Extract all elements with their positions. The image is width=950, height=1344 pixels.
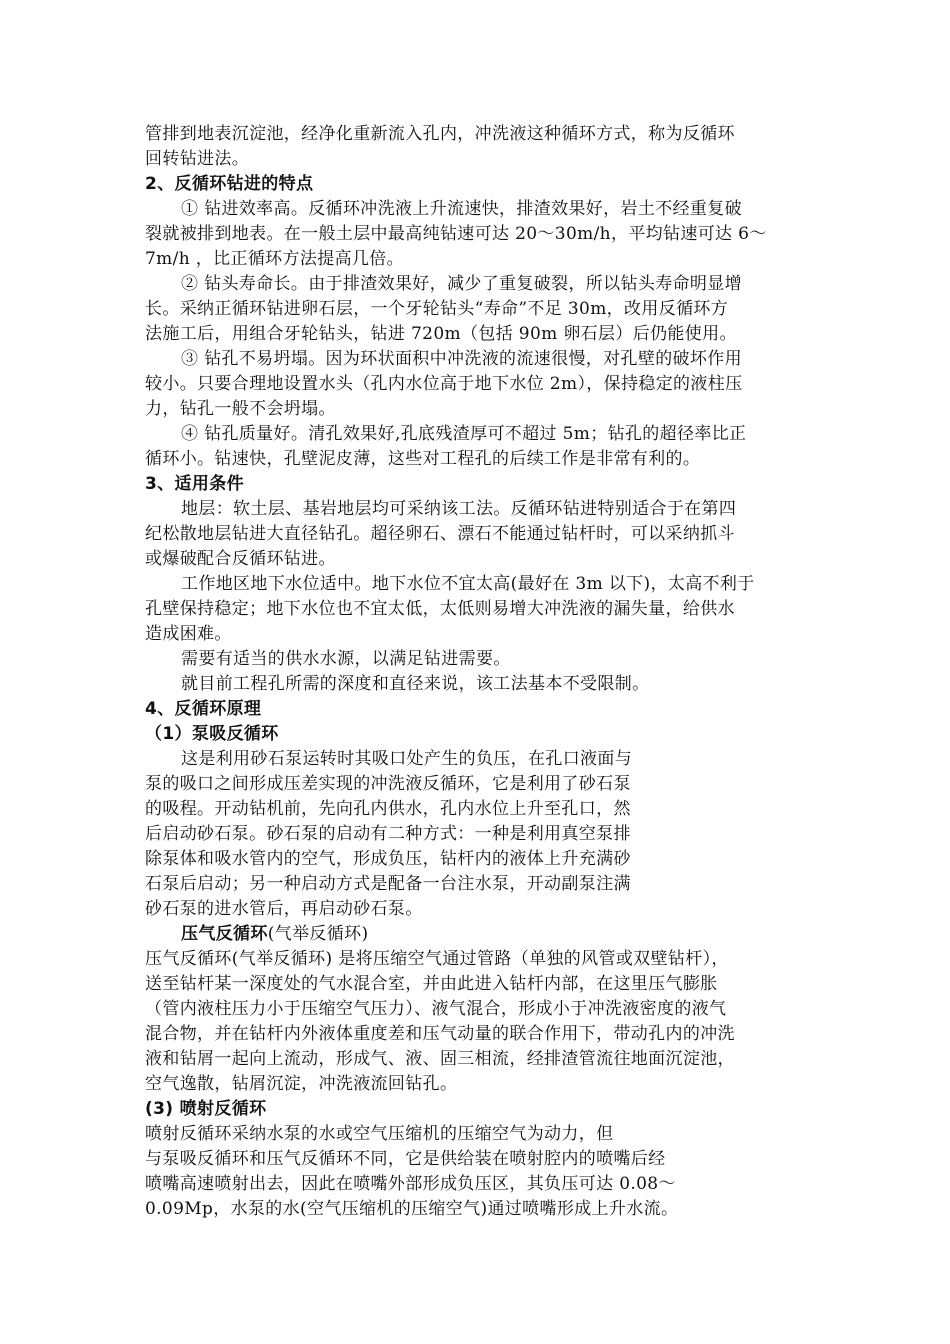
paragraph-line: 0.09Mp，水泵的水(空气压缩机的压缩空气)通过喷嘴形成上升水流。 xyxy=(145,1199,679,1219)
paragraph-line: 较小。只要合理地设置水头（孔内水位高于地下水位 2m），保持稳定的液柱压 xyxy=(145,374,743,394)
paragraph-line: 石泵后启动；另一种启动方式是配备一台注水泵，开动副泵注满 xyxy=(145,874,631,894)
paragraph-line: 泵的吸口之间形成压差实现的冲洗液反循环，它是利用了砂石泵 xyxy=(145,774,631,794)
paragraph-line: ② 钻头寿命长。由于排渣效果好，减少了重复破裂，所以钻头寿命明显增 xyxy=(181,274,742,294)
paragraph-line: 压气反循环(气举反循环) 是将压缩空气通过管路（单独的风管或双壁钻杆）， xyxy=(145,949,729,969)
subsection-heading: （1）泵吸反循环 xyxy=(145,724,279,744)
paragraph-line: 需要有适当的供水水源，以满足钻进需要。 xyxy=(181,649,511,669)
paragraph-line: 7m/h ，比正循环方法提高几倍。 xyxy=(145,249,404,269)
paragraph-line: 与泵吸反循环和压气反循环不同，它是供给装在喷射腔内的喷嘴后经 xyxy=(145,1149,666,1169)
paragraph-line: 液和钻屑一起向上流动，形成气、液、固三相流，经排渣管流往地面沉淀池， xyxy=(145,1049,735,1069)
subsection-heading xyxy=(145,922,810,947)
paragraph-line: 这是利用砂石泵运转时其吸口处产生的负压，在孔口液面与 xyxy=(181,749,633,769)
paragraph-line: 喷射反循环采纳水泵的水或空气压缩机的压缩空气为动力，但 xyxy=(145,1124,614,1144)
paragraph-line: 法施工后，用组合牙轮钻头，钻进 720m（包括 90m 卵石层）后仍能使用。 xyxy=(145,324,737,344)
paragraph-line: （管内液柱压力小于压缩空气压力）、液气混合，形成小于冲洗液密度的液气 xyxy=(145,999,727,1019)
section-heading: 2、反循环钻进的特点 xyxy=(145,174,314,194)
paragraph-line: 力，钻孔一般不会坍塌。 xyxy=(145,399,336,419)
paragraph-line: 循环小。钻速快，孔壁泥皮薄，这些对工程孔的后续工作是非常有利的。 xyxy=(145,449,701,469)
paragraph-line: 地层：软土层、基岩地层均可采纳该工法。反循环钻进特别适合于在第四 xyxy=(181,499,737,519)
paragraph-line: 回转钻进法。 xyxy=(145,149,250,169)
paragraph-line: ③ 钻孔不易坍塌。因为环状面积中冲洗液的流速很慢，对孔壁的破坏作用 xyxy=(181,349,742,369)
paragraph-line: 空气逸散，钻屑沉淀，冲洗液流回钻孔。 xyxy=(145,1074,458,1094)
paragraph-line: 混合物，并在钻杆内外液体重度差和压气动量的联合作用下，带动孔内的冲洗 xyxy=(145,1024,735,1044)
document-page xyxy=(145,122,810,1222)
paragraph-line: 后启动砂石泵。砂石泵的启动有二种方式：一种是利用真空泵排 xyxy=(145,824,631,844)
paragraph-line: 砂石泵的进水管后，再启动砂石泵。 xyxy=(145,899,423,919)
paragraph-line: 孔壁保持稳定；地下水位也不宜太低，太低则易增大冲洗液的漏失量，给供水 xyxy=(145,599,735,619)
paragraph-line: 送至钻杆某一深度处的气水混合室，并由此进入钻杆内部，在这里压气膨胀 xyxy=(145,974,718,994)
paragraph-line: 的吸程。开动钻机前，先向孔内供水，孔内水位上升至孔口，然 xyxy=(145,799,631,819)
paragraph-line: 纪松散地层钻进大直径钻孔。超径卵石、漂石不能通过钻杆时，可以采纳抓斗 xyxy=(145,524,735,544)
paragraph-line: 除泵体和吸水管内的空气，形成负压，钻杆内的液体上升充满砂 xyxy=(145,849,631,869)
paragraph-line: 或爆破配合反循环钻进。 xyxy=(145,549,336,569)
paragraph-line: 就目前工程孔所需的深度和直径来说，该工法基本不受限制。 xyxy=(181,674,650,694)
subsection-heading-suffix: (气举反循环) xyxy=(267,924,369,944)
paragraph-line: 造成困难。 xyxy=(145,624,232,644)
paragraph-line: 长。采纳正循环钻进卵石层，一个牙轮钻头“寿命”不足 30m，改用反循环方 xyxy=(145,299,729,319)
paragraph-line: ④ 钻孔质量好。清孔效果好,孔底残渣厚可不超过 5m；钻孔的超径率比正 xyxy=(181,424,747,444)
paragraph-line: 管排到地表沉淀池，经净化重新流入孔内，冲洗液这种循环方式，称为反循环 xyxy=(145,124,735,144)
paragraph-line: ① 钻进效率高。反循环冲洗液上升流速快，排渣效果好，岩土不经重复破 xyxy=(181,199,742,219)
section-heading: 4、反循环原理 xyxy=(145,699,262,719)
subsection-heading: (3) 喷射反循环 xyxy=(145,1099,267,1119)
paragraph-line: 裂就被排到地表。在一般土层中最高纯钻速可达 20～30m/h，平均钻速可达 6～ xyxy=(145,224,767,244)
section-heading: 3、适用条件 xyxy=(145,474,244,494)
paragraph-line: 喷嘴高速喷射出去，因此在喷嘴外部形成负压区，其负压可达 0.08～ xyxy=(145,1174,676,1194)
paragraph-line: 工作地区地下水位适中。地下水位不宜太高(最好在 3m 以下)，太高不利于 xyxy=(181,574,755,594)
subsection-heading-main: 压气反循环 xyxy=(181,924,268,944)
